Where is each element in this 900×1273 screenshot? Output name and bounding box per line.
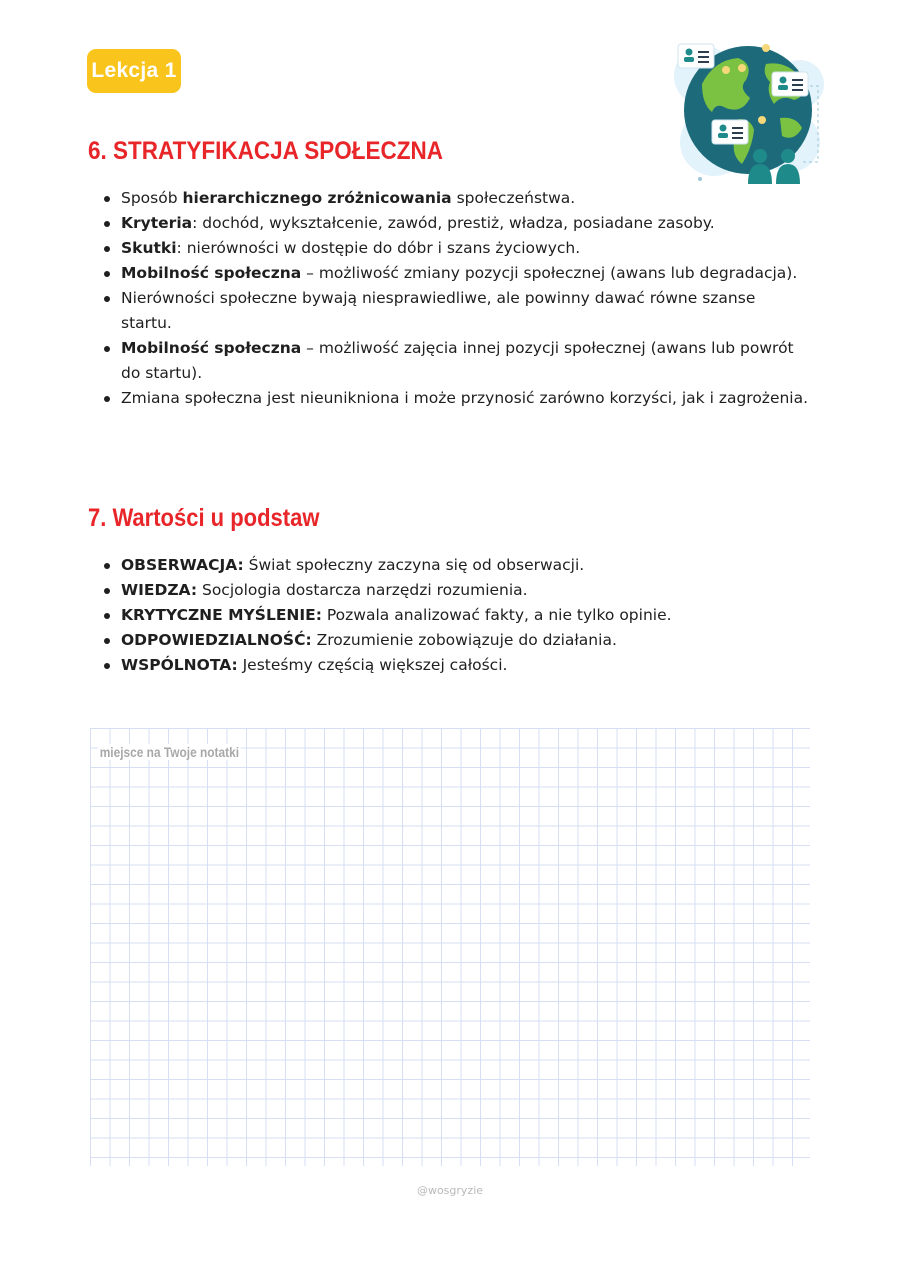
list-item: Skutki: nierówności w dostępie do dóbr i szans życiowych.	[121, 236, 811, 261]
list-item: Mobilność społeczna – możliwość zmiany pozycji społecznej (awans lub degradacja).	[121, 261, 811, 286]
notes-label: miejsce na Twoje notatki	[99, 744, 240, 760]
stratification-list	[121, 186, 811, 411]
globe-people-icon	[662, 24, 832, 190]
list-item: KRYTYCZNE MYŚLENIE: Pozwala analizować fakty, a nie tylko opinie.	[121, 603, 811, 628]
list-item: Sposób hierarchicznego zróżnicowania społeczeństwa.	[121, 186, 811, 211]
list-item: Kryteria: dochód, wykształcenie, zawód, prestiż, władza, posiadane zasoby.	[121, 211, 811, 236]
list-item: WIEDZA: Socjologia dostarcza narzędzi rozumienia.	[121, 578, 811, 603]
list-item: ODPOWIEDZIALNOŚĆ: Zrozumienie zobowiązuje do działania.	[121, 628, 811, 653]
footer-handle: @wosgryzie	[416, 1184, 484, 1197]
list-item: OBSERWACJA: Świat społeczny zaczyna się od obserwacji.	[121, 553, 811, 578]
list-item: Nierówności społeczne bywają niesprawiedliwe, ale powinny dawać równe szanse startu.	[121, 286, 811, 336]
section-6-title: 6. STRATYFIKACJA SPOŁECZNA	[88, 137, 444, 165]
notes-grid[interactable]	[90, 728, 810, 1166]
list-item: Mobilność społeczna – możliwość zajęcia innej pozycji społecznej (awans lub powrót do startu).	[121, 336, 811, 386]
values-list	[121, 553, 811, 678]
list-item: WSPÓLNOTA: Jesteśmy częścią większej całości.	[121, 653, 811, 678]
list-item: Zmiana społeczna jest nieunikniona i może przynosić zarówno korzyści, jak i zagrożenia.	[121, 386, 811, 411]
section-7-title: 7. Wartości u podstaw	[88, 504, 320, 532]
lesson-badge: Lekcja 1	[87, 49, 181, 93]
